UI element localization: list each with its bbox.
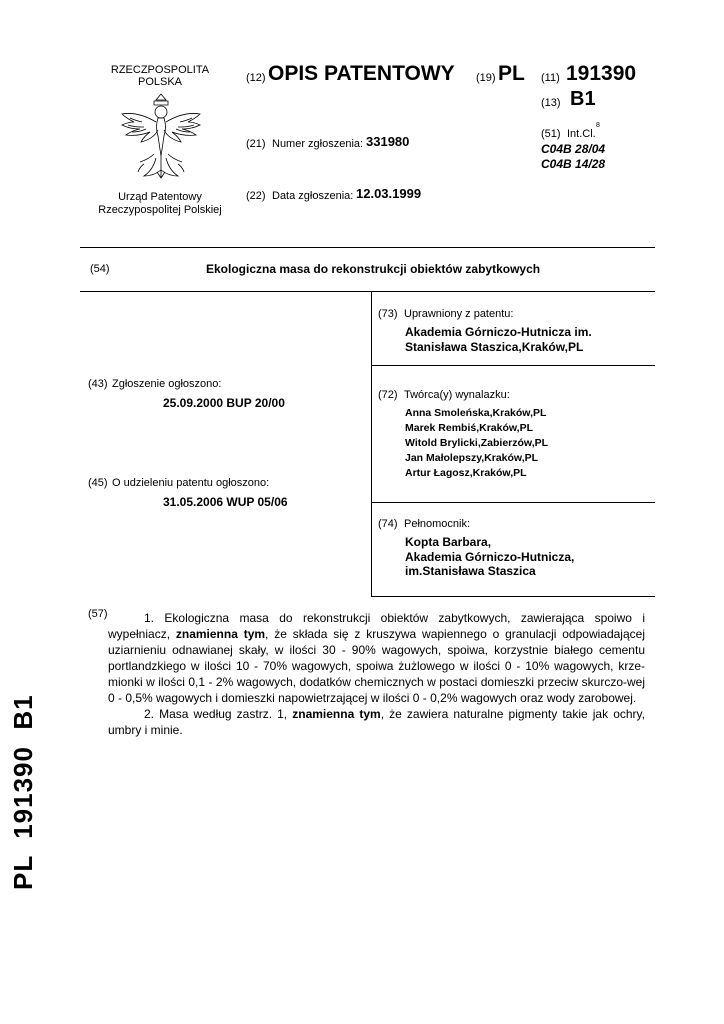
code-43: (43) [88,378,108,390]
publication-date: 25.09.2000 BUP 20/00 [163,396,285,410]
application-label: Numer zgłoszenia: [272,138,364,150]
claim-2-bold: znamienna tym [292,707,381,721]
kind-code: B1 [570,88,596,110]
invention-title: Ekologiczna masa do rekonstrukcji obiektów zabytkowych [206,262,541,276]
owner-line2: Stanisława Staszica,Kraków,PL [405,340,584,354]
claim-2 [108,706,645,738]
filing-date: 12.03.1999 [356,186,422,201]
inventor: Anna Smoleńska,Kraków,PL [405,407,547,419]
inventors-list [405,406,548,481]
code-57: (57) [88,608,108,620]
office-line1: Urząd Patentowy [118,191,202,203]
intcl-label: Int.Cl. [567,128,596,140]
agent-line2: Akademia Górniczo-Hutnicza, [405,549,575,564]
code-72: (72) [378,389,398,401]
code-51: (51) [541,128,561,140]
office-line2: Rzeczypospolitej Polskiej [98,204,222,216]
divider-top [80,247,655,248]
inventor: Artur Łagosz,Kraków,PL [405,467,527,479]
grant-label: O udzieleniu patentu ogłoszono: [112,477,270,489]
code-45: (45) [88,477,108,489]
doc-type: OPIS PATENTOWY [268,62,455,85]
divider-title [80,291,655,292]
divider-bottom [371,596,655,597]
publication-label: Zgłoszenie ogłoszono: [112,378,222,390]
spine-patent-id: PL 191390 B1 [8,694,38,890]
owner-label: Uprawniony z patentu: [404,308,514,320]
owner-line1: Akademia Górniczo-Hutnicza im. [405,325,592,339]
claim-1-part2: , że składa się z kruszywa wapiennego o granulacji odpowiadającej uziarnieniu odnawianej skały, w ilości 30 - 90% wagowych, spoiwa, korzystnie białego cementu portlandzkiego w ilości 10 - 70% wagowych, spoiwa żużlowego w ilości 0 - 10% wagowych, krze-mionki w ilości 0,1 - 2% wagowych, dodatków chemicznych w postaci domieszki przeciw skurczo-wej 0 - 0,5% wagowych i domieszki napowietrzającej w ilości 0 - 0,2% wagowych oraz wody zarobowej. [108,627,645,705]
code-13: (13) [541,97,561,109]
claim-1-bold: znamienna tym [175,627,266,641]
application-number: 331980 [366,134,410,149]
code-12: (12) [246,72,266,84]
claim-2-part1: 2. Masa według zastrz. 1, [144,707,293,721]
code-19: (19) [476,72,496,84]
agent-label: Pełnomocnik: [404,518,471,530]
claim-1 [108,610,645,706]
code-73: (73) [378,308,398,320]
inventor: Witold Brylicki,Zabierzów,PL [405,437,549,449]
country-line2: POLSKA [137,76,183,88]
eagle-emblem-icon [118,92,204,184]
code-54: (54) [90,263,110,275]
inventor: Marek Rembiś,Kraków,PL [405,422,533,434]
patent-number: 191390 [566,62,637,85]
code-22: (22) [246,190,266,202]
agent-line1: Kopta Barbara, [405,535,492,549]
divider-vertical [371,291,372,597]
claim-1-part1: 1. Ekologiczna masa do rekonstrukcji obiektów zabytkowych, zawierająca spoiwo i wypełniacz, [108,611,645,641]
code-11: (11) [541,72,560,84]
country-line1: RZECZPOSPOLITA [110,64,210,76]
country-code: PL [498,62,525,85]
divider-73 [371,365,655,366]
agent [405,535,574,579]
filing-date-label: Data zgłoszenia: [272,190,354,202]
claim-2-part2: , że zawiera naturalne pigmenty takie jak ochry, umbry i minie. [108,707,645,737]
grant-date: 31.05.2006 WUP 05/06 [163,495,288,509]
office-name [88,191,232,217]
patent-owner [405,325,592,355]
intcl-version: 8 [596,122,600,129]
agent-line3: im.Stanisława Staszica [405,564,536,578]
office-country [100,64,220,88]
class-1: C04B 28/04 [541,142,606,156]
code-21: (21) [246,138,266,150]
claims-text [108,610,645,738]
divider-72 [371,502,655,503]
code-74: (74) [378,518,398,530]
inventors-label: Twórca(y) wynalazku: [404,389,510,401]
inventor: Jan Małolepszy,Kraków,PL [405,452,539,464]
class-2: C04B 14/28 [541,157,606,171]
